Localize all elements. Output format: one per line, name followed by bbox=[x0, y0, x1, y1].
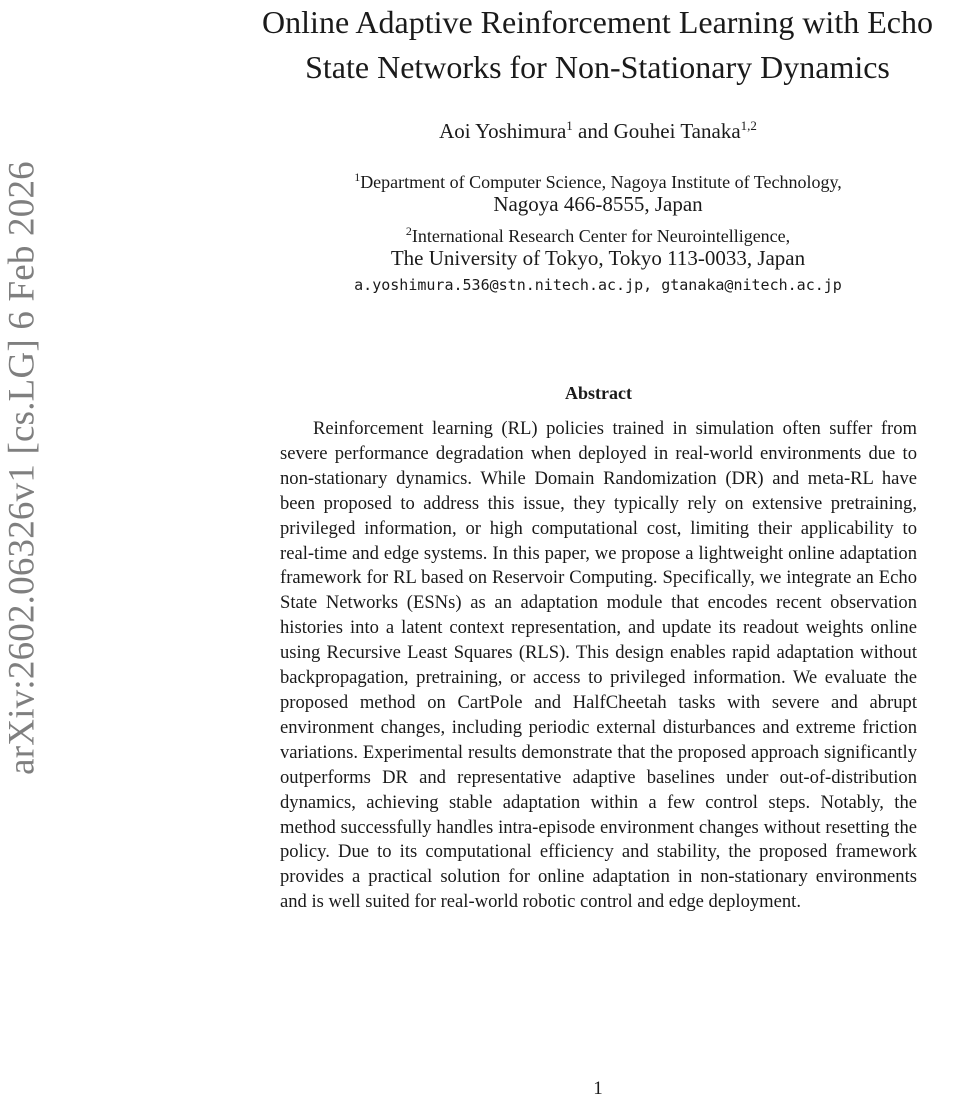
author-affiliation-mark-2: 1,2 bbox=[740, 118, 757, 133]
author-list bbox=[398, 112, 798, 145]
author-affiliation-mark-1: 1 bbox=[566, 118, 573, 133]
arxiv-identifier-stamp bbox=[0, 0, 44, 830]
abstract-heading: Abstract bbox=[565, 383, 632, 403]
affiliation-1-department: Department of Computer Science, Nagoya Institute of Technology, bbox=[360, 172, 842, 192]
affiliation-1-line-2: Nagoya 466-8555, Japan bbox=[493, 192, 703, 216]
author-name-1: Aoi Yoshimura bbox=[439, 119, 567, 143]
author-name-2: Gouhei Tanaka bbox=[613, 119, 741, 143]
affiliation-1-mark: 1 bbox=[354, 170, 361, 184]
affiliation-2-center: International Research Center for Neurointelligence, bbox=[411, 226, 791, 246]
author-connector: and bbox=[572, 119, 614, 143]
affiliation-2-mark: 2 bbox=[405, 224, 412, 238]
page-number: 1 bbox=[593, 1078, 603, 1099]
author-emails: a.yoshimura.536@stn.nitech.ac.jp, gtanaka@nitech.ac.jp bbox=[354, 276, 842, 294]
arxiv-identifier-text: arXiv:2602.06326v1 [cs.LG] 6 Feb 2026 bbox=[1, 161, 43, 775]
paper-title-line-1: Online Adaptive Reinforcement Learning with Echo bbox=[262, 4, 933, 40]
affiliation-2-line-2: The University of Tokyo, Tokyo 113-0033, Japan bbox=[390, 246, 806, 270]
abstract-body: Reinforcement learning (RL) policies trained in simulation often suffer from severe performance degradation when deployed in real-world environments due to non-stationary dynamics. While Domain Randomization (DR) and meta-RL have been proposed to address this issue, they typically rely on extensive pretraining, privileged information, or high computational cost, limiting their applicability to real-time and edge systems. In this paper, we propose a lightweight online adaptation framework for RL based on Reservoir Computing. Specifically, we integrate an Echo State Networks (ESNs) as an adaptation module that encodes recent observation histories into a latent context representation, and update its readout weights online using Recursive Least Squares (RLS). This design enables rapid adaptation without backpropagation, pretraining, or access to privileged information. We evaluate the proposed method on CartPole and HalfCheetah tasks with severe and abrupt environment changes, including periodic external disturbances and extreme friction variations. Experimental results demonstrate that the proposed approach significantly outperforms DR and representative adaptive baselines under out-of-distribution dynamics, achieving stable adaptation within a few control steps. Notably, the method successfully handles intra-episode environment changes without resetting the policy. Due to its computational efficiency and stability, the proposed framework provides a practical solution for online adaptation in non-stationary environments and is well suited for real-world robotic control and edge deployment. bbox=[280, 418, 917, 913]
paper-title-line-2: State Networks for Non-Stationary Dynamics bbox=[305, 49, 890, 85]
paper-title bbox=[170, 0, 971, 90]
